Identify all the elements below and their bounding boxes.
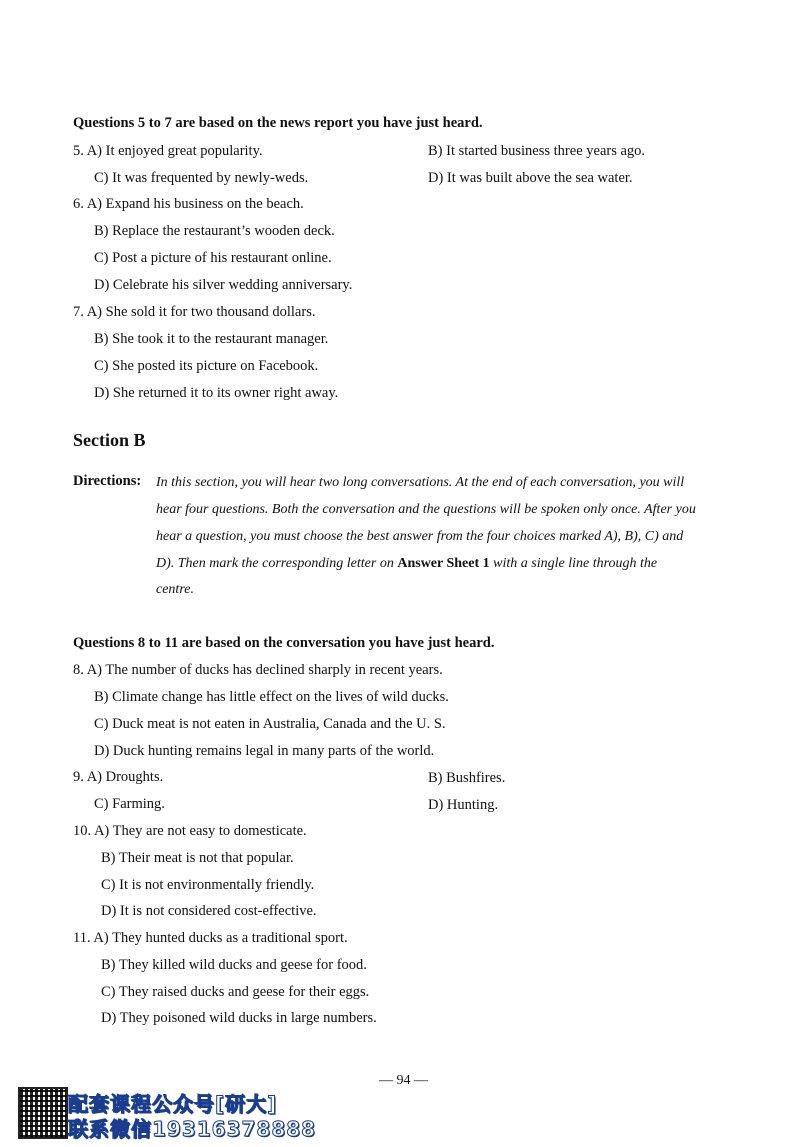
option-c: C) Farming. xyxy=(94,796,165,812)
section-b-title: Section B xyxy=(73,430,146,450)
directions-label: Directions: xyxy=(73,473,142,489)
option-a: A) She sold it for two thousand dollars. xyxy=(86,304,316,320)
option-d: D) It is not considered cost-effective. xyxy=(101,903,317,919)
question-9 xyxy=(73,769,163,786)
option-a: A) They are not easy to domesticate. xyxy=(93,823,307,839)
watermark-line-1: 配套课程公众号[研大] xyxy=(68,1092,278,1116)
question-number: 8. xyxy=(73,662,84,678)
option-d: D) Celebrate his silver wedding anniversary. xyxy=(94,277,353,293)
question-number: 5. xyxy=(73,143,84,159)
question-11 xyxy=(73,930,348,947)
question-number: 7. xyxy=(73,304,84,320)
directions-line-4 xyxy=(156,556,657,572)
questions-8-11-heading: Questions 8 to 11 are based on the conversation you have just heard. xyxy=(73,635,495,651)
directions-line-4c: with a single line through the xyxy=(489,556,658,571)
option-a: A) They hunted ducks as a traditional sport. xyxy=(93,930,348,946)
option-c: C) It is not environmentally friendly. xyxy=(101,877,315,893)
option-d: D) Hunting. xyxy=(428,797,499,813)
option-a: A) The number of ducks has declined sharply in recent years. xyxy=(86,662,443,678)
option-b: B) Climate change has little effect on the lives of wild ducks. xyxy=(94,689,449,705)
option-c: C) She posted its picture on Facebook. xyxy=(94,358,319,374)
option-d: D) It was built above the sea water. xyxy=(428,170,633,186)
page-number: — 94 — xyxy=(379,1073,428,1088)
question-number: 11. xyxy=(73,930,91,946)
option-a: A) It enjoyed great popularity. xyxy=(86,143,263,159)
option-b: B) They killed wild ducks and geese for food. xyxy=(101,957,367,973)
question-number: 6. xyxy=(73,196,84,212)
option-b: B) Replace the restaurant’s wooden deck. xyxy=(94,223,335,239)
question-7 xyxy=(73,304,315,321)
questions-5-7-heading: Questions 5 to 7 are based on the news report you have just heard. xyxy=(73,115,483,131)
directions-line-3: hear a question, you must choose the best answer from the four choices marked A), B), C) and xyxy=(156,529,684,544)
qr-code-icon xyxy=(18,1087,68,1139)
option-a: A) Expand his business on the beach. xyxy=(86,196,304,212)
option-b: B) Bushfires. xyxy=(428,770,506,786)
question-number: 9. xyxy=(73,769,84,785)
directions-line-2: hear four questions. Both the conversation and the questions will be spoken only once. After you xyxy=(156,502,696,517)
watermark-line-2: 联系微信19316378888 xyxy=(68,1117,317,1141)
option-b: B) It started business three years ago. xyxy=(428,143,646,159)
directions-line-4a: D). Then mark the corresponding letter on xyxy=(156,556,398,571)
option-c: C) Post a picture of his restaurant online. xyxy=(94,250,332,266)
question-6 xyxy=(73,196,304,213)
directions-line-5: centre. xyxy=(156,582,194,597)
option-d: D) She returned it to its owner right away. xyxy=(94,385,339,401)
question-number: 10. xyxy=(73,823,92,839)
directions-line-1: In this section, you will hear two long conversations. At the end of each conversation, you will xyxy=(156,475,685,490)
question-8 xyxy=(73,662,443,679)
option-c: C) It was frequented by newly-weds. xyxy=(94,170,309,186)
option-c: C) Duck meat is not eaten in Australia, Canada and the U. S. xyxy=(94,716,446,732)
question-5 xyxy=(73,143,263,160)
option-b: B) She took it to the restaurant manager. xyxy=(94,331,329,347)
option-a: A) Droughts. xyxy=(86,769,164,785)
question-10 xyxy=(73,823,307,840)
answer-sheet-label: Answer Sheet 1 xyxy=(397,556,490,571)
option-d: D) They poisoned wild ducks in large numbers. xyxy=(101,1010,377,1026)
option-b: B) Their meat is not that popular. xyxy=(101,850,294,866)
option-c: C) They raised ducks and geese for their eggs. xyxy=(101,984,370,1000)
option-d: D) Duck hunting remains legal in many parts of the world. xyxy=(94,743,435,759)
